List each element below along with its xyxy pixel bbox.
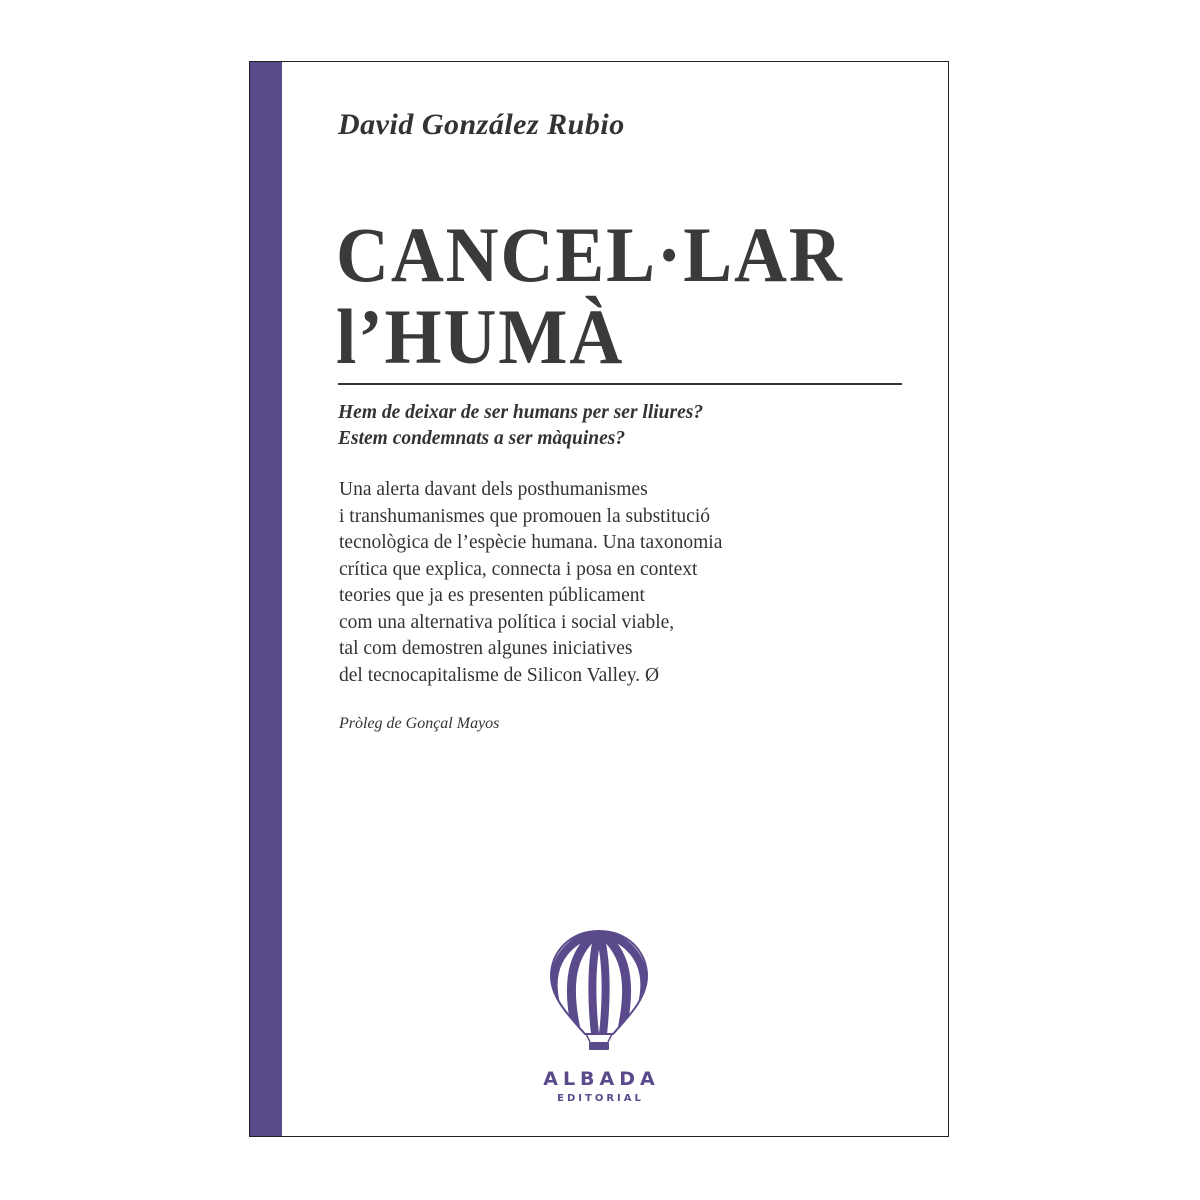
publisher-subname: EDITORIAL — [557, 1093, 644, 1104]
blurb-text — [339, 477, 722, 689]
blurb-line: del tecnocapitalisme de Silicon Valley. Ø — [339, 664, 660, 686]
blurb-line: teories que ja es presenten públicament — [339, 585, 645, 606]
author-name: David González Rubio — [338, 108, 625, 141]
blurb-line: Una alerta davant dels posthumanismes — [339, 479, 648, 500]
blurb-line: tal com demostren algunes iniciatives — [339, 638, 633, 659]
blurb-line: crítica que explica, connecta i posa en context — [339, 558, 698, 580]
title-divider — [338, 383, 902, 385]
blurb-line: com una alternativa política i social viable, — [339, 611, 675, 633]
blurb-line: i transhumanismes que promouen la substitució — [339, 505, 710, 527]
prologue-credit: Pròleg de Gonçal Mayos — [339, 715, 500, 732]
accent-bar — [250, 62, 282, 1136]
subtitle-line: Estem condemnats a ser màquines? — [338, 428, 626, 449]
subtitle-line: Hem de deixar de ser humans per ser lliures? — [338, 402, 704, 423]
blurb-line: tecnològica de l’espècie humana. Una taxonomia — [339, 532, 723, 553]
hot-air-balloon-icon — [547, 928, 651, 1052]
subtitle-questions — [338, 400, 703, 452]
title-line: CANCEL·LAR — [336, 211, 844, 298]
book-cover — [249, 61, 949, 1137]
title-line: l’HUMÀ — [336, 293, 625, 380]
book-title — [336, 211, 900, 380]
publisher-name: ALBADA — [543, 1068, 660, 1090]
publisher-logo — [519, 928, 679, 1104]
